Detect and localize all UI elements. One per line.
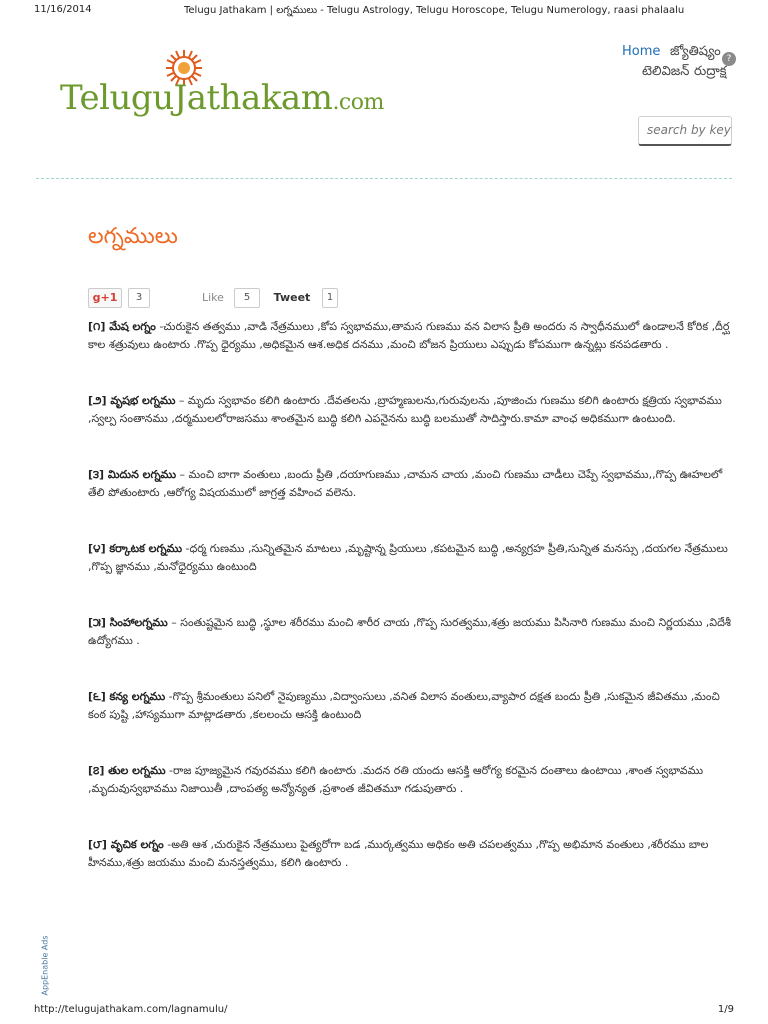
site-logo[interactable]	[60, 48, 410, 128]
header-divider	[36, 178, 732, 179]
page-title: లగ్నములు	[88, 224, 178, 249]
paragraph-text: -అతి ఆశ ,చురుకైన నేత్రములు పైత్యరోగా బడ ,ముర్కత్వము అధికం అతి చపలత్వము ,గొప్ప అభిమాన వంతులు ,శరీరము బాల హీనము,శత్రు జయము మంచి మనస్తత్వము, కలిగి ఉంటారు .	[88, 838, 709, 869]
paragraph-simha	[88, 614, 738, 650]
paragraph-label: [౮] వృచిక లగ్నం	[88, 838, 164, 851]
paragraph-karkataka	[88, 540, 738, 576]
logo-text	[60, 78, 384, 118]
logo-text-suffix: .com	[332, 90, 384, 115]
nav-rudraksha-link[interactable]: రుద్రాక్ష	[694, 64, 727, 79]
like-button[interactable]: Like	[202, 291, 224, 304]
print-url: http://telugujathakam.com/lagnamulu/	[34, 1004, 228, 1015]
print-page-number: 1/9	[717, 1004, 734, 1015]
paragraph-text: -చురుకైన తత్వము ,వాడి నేత్రములు ,కోప స్వభావము,తామస గుణము వన విలాస ప్రీతి అందరు న స్వాధీనములో ఉండాలనే కోరిక ,దీర్ఘ కాల శత్రువులు ఉంటారు .గొప్ప ధైర్యము ,అధికమైన ఆశ.అధిక దనము ,మంచి బోజన ప్రియులు ఎప్పుడు కోపముగా ఉన్నట్లు కనపడతారు .	[88, 320, 730, 351]
nav-home-link[interactable]: Home	[622, 44, 661, 59]
print-header	[0, 4, 768, 18]
paragraph-label: [౨] వృషభ లగ్నము	[88, 394, 176, 407]
nav-astrology-link[interactable]: జ్యోతిష్యం	[670, 44, 721, 59]
side-ads-label: AppEnable Ads	[40, 935, 50, 996]
print-date: 11/16/2014	[34, 4, 92, 15]
paragraph-label: [౭] తుల లగ్నము	[88, 764, 166, 777]
help-icon[interactable]: ?	[722, 52, 736, 66]
search-input[interactable]	[639, 117, 732, 143]
paragraph-text: – సంతుష్టమైన బుద్ధి ,స్థూల శరీరము మంచి శారీర చాయ ,గొప్ప సురత్వము,శత్రు జయము పిసినారి గుణము మంచి నిర్ణయము ,విదేశీ ఉద్యోగము .	[88, 616, 731, 647]
paragraph-text: – మంచి బాగా వంతులు ,బందు ప్రీతి ,దయాగుణము ,చామన చాయ ,మంచి గుణము చాడీలు చెప్పే స్వభావము,,గొప్ప ఊహలలో తేలి పోతుంటారు ,ఆరోగ్య విషయములో జాగ్రత్త వహించ వలెను.	[88, 468, 723, 499]
google-plus-button[interactable]	[88, 288, 122, 308]
share-bar	[88, 288, 348, 310]
paragraph-label: [౬] కన్య లగ్నము	[88, 690, 166, 703]
paragraph-text: -ధర్మ గుణము ,సున్నితమైన మాటలు ,మృష్టాన్న ప్రియులు ,కపటమైన బుద్ధి ,అన్యగ్రహ ప్రీతి,సున్నిత మనస్సు ,దయగల నేత్రములు ,గొప్ప జ్ఞానము ,మనోధైర్యము ఉంటుంది	[88, 542, 728, 573]
google-plus-count: 3	[128, 288, 150, 308]
paragraph-label: [౪] కర్కాటక లగ్నము	[88, 542, 183, 555]
print-title: Telugu Jathakam | లగ్నములు - Telugu Astrology, Telugu Horoscope, Telugu Numerology, raasi phalaalu	[184, 5, 685, 16]
google-plus-label: +1	[100, 291, 118, 304]
article-content	[88, 318, 738, 910]
tweet-count: 1	[322, 288, 338, 308]
print-footer	[0, 1004, 768, 1018]
like-count: 5	[234, 288, 260, 308]
paragraph-vrushabha	[88, 392, 738, 428]
paragraph-label: [౧] మేష లగ్నం	[88, 320, 156, 333]
logo-text-main: TeluguJathakam	[60, 78, 333, 118]
paragraph-label: [౩] మిదున లగ్నము	[88, 468, 177, 481]
search-box	[638, 116, 732, 146]
tweet-button[interactable]: Tweet	[273, 291, 311, 304]
paragraph-text: – మృదు స్వభావం కలిగి ఉంటారు .దేవతలను ,బ్రాహ్మణులను,గురువులను ,పూజించు గుణము కలిగి ఉంటారు క్షత్రియ స్వభావము ,స్వల్ప సంతానము ,దర్మములలోరాజసము శాంతమైన బుద్ధి కలిగి ఎపనైనను బుద్ధి బలముతో సాదిస్తారు.కామా వాంఛ అధికముగా ఉంటుంది.	[88, 394, 722, 425]
paragraph-tula	[88, 762, 738, 798]
paragraph-text: -గొప్ప శ్రీమంతులు పనిలో నైపుణ్యము ,విద్వాంసులు ,వనిత విలాస వంతులు,వ్యాపార దక్షత బందు ప్రీతి ,సుకమైన జీవితము ,మంచి కంఠ పుష్టి ,హాస్యముగా మాట్లాడతారు ,కలలంచు ఆసక్తి ఉంటుంది	[88, 690, 720, 721]
paragraph-text: -రాజ పూజ్యమైన గవురవము కలిగి ఉంటారు .మదన రతి యందు ఆసక్తి ఆరోగ్య కరమైన దంతాలు ఉంటాయి ,శాంత స్వభావము ,మృదువుస్వభావము నిజాయితీ ,దాంపత్య అన్యోన్యత ,ప్రశాంత జీవితమూ గడుపుతారు .	[88, 764, 704, 795]
google-plus-icon: g	[92, 291, 101, 304]
paragraph-midhuna	[88, 466, 738, 502]
nav-television-link[interactable]: టెలివిజన్	[642, 64, 690, 79]
side-ads-tag[interactable]	[36, 920, 50, 1000]
paragraph-kanya	[88, 688, 738, 724]
paragraph-vruschika	[88, 836, 738, 872]
paragraph-mesha	[88, 318, 738, 354]
paragraph-label: [౫] సింహాలగ్నము	[88, 616, 168, 629]
